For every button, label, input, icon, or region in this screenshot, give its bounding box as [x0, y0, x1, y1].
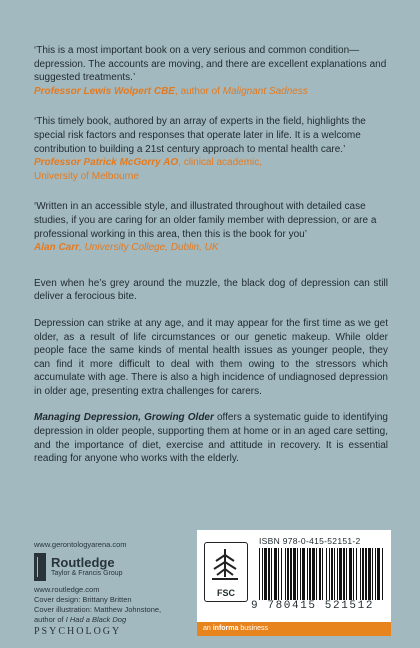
barcode-panel — [197, 530, 391, 622]
cover-illustration-credit: Cover illustration: Matthew Johnstone, — [34, 605, 162, 614]
informa-banner: an informa business — [197, 622, 391, 636]
quote-text: ‘This timely book, authored by an array of experts in the field, highlights the special risk factors and responses that operate later in life. It is a welcome contribution to building a 21st century approach to mental health care.’ — [34, 116, 366, 155]
cover-design-credit: Cover design: Brittany Britten — [34, 595, 132, 604]
category-label: PSYCHOLOGY — [34, 626, 122, 637]
publisher-info — [34, 540, 194, 625]
quote-text: ‘Written in an accessible style, and illustrated throughout with detailed case studies, if you are caring for an older family member with depression, or are a professional working in this area, then this is the book for you’ — [34, 201, 377, 240]
illustrator-book-credit: author of I Had a Black Dog — [34, 615, 127, 624]
fsc-logo — [204, 542, 248, 602]
quote-1 — [34, 44, 388, 98]
quote-2 — [34, 115, 388, 183]
quote-3 — [34, 200, 388, 254]
isbn: ISBN 978-0-415-52151-2 — [259, 536, 361, 546]
publisher-group: Taylor & Francis Group — [51, 570, 123, 577]
quote-attribution: Professor Lewis Wolpert CBE, author of Malignant Sadness — [34, 85, 308, 97]
routledge-logo — [34, 553, 194, 581]
routledge-mark-icon — [34, 553, 46, 581]
publisher-name: Routledge — [51, 555, 115, 570]
quote-text: ‘This is a most important book on a very serious and common condition—depression. The accounts are moving, and there are excellent explanations and suggested treatments.’ — [34, 45, 387, 84]
fsc-tree-icon — [210, 547, 240, 585]
blurb-tagline: Even when he’s grey around the muzzle, the black dog of depression can still deliver a ferocious bite. — [34, 277, 388, 303]
quote-attribution: Alan Carr, University College, Dublin, UK — [34, 242, 219, 254]
barcode-digits: 9 780415 521512 — [251, 600, 375, 612]
fsc-label: FSC — [217, 588, 235, 598]
routledge-url[interactable]: www.routledge.com — [34, 585, 100, 594]
quote-attribution: Professor Patrick McGorry AO, clinical academic, — [34, 157, 263, 169]
blurb-summary: Managing Depression, Growing Older offers a systematic guide to identifying depression in older people, supporting them at home or in an aged care setting, and the importance of diet, exercise and attitude in recovery. It is essential reading for anyone who works with the elderly. — [34, 412, 388, 465]
barcode-bars — [259, 548, 383, 600]
blurb-description: Depression can strike at any age, and it may appear for the first time as we get older, as a result of life circumstances or our genetic makeup. While older people face the same kinds of mental health issues as younger people, they can find it more difficult to deal with them owing to the stressors which accumulate with age. There is also a high incidence of undiagnosed depression in older age, presenting extra challenges for carers. — [34, 317, 388, 397]
quote-affiliation: University of Melbourne — [34, 170, 140, 182]
gerontology-url[interactable]: www.gerontologyarena.com — [34, 540, 127, 549]
credits — [34, 585, 194, 625]
back-cover-content — [34, 44, 388, 479]
